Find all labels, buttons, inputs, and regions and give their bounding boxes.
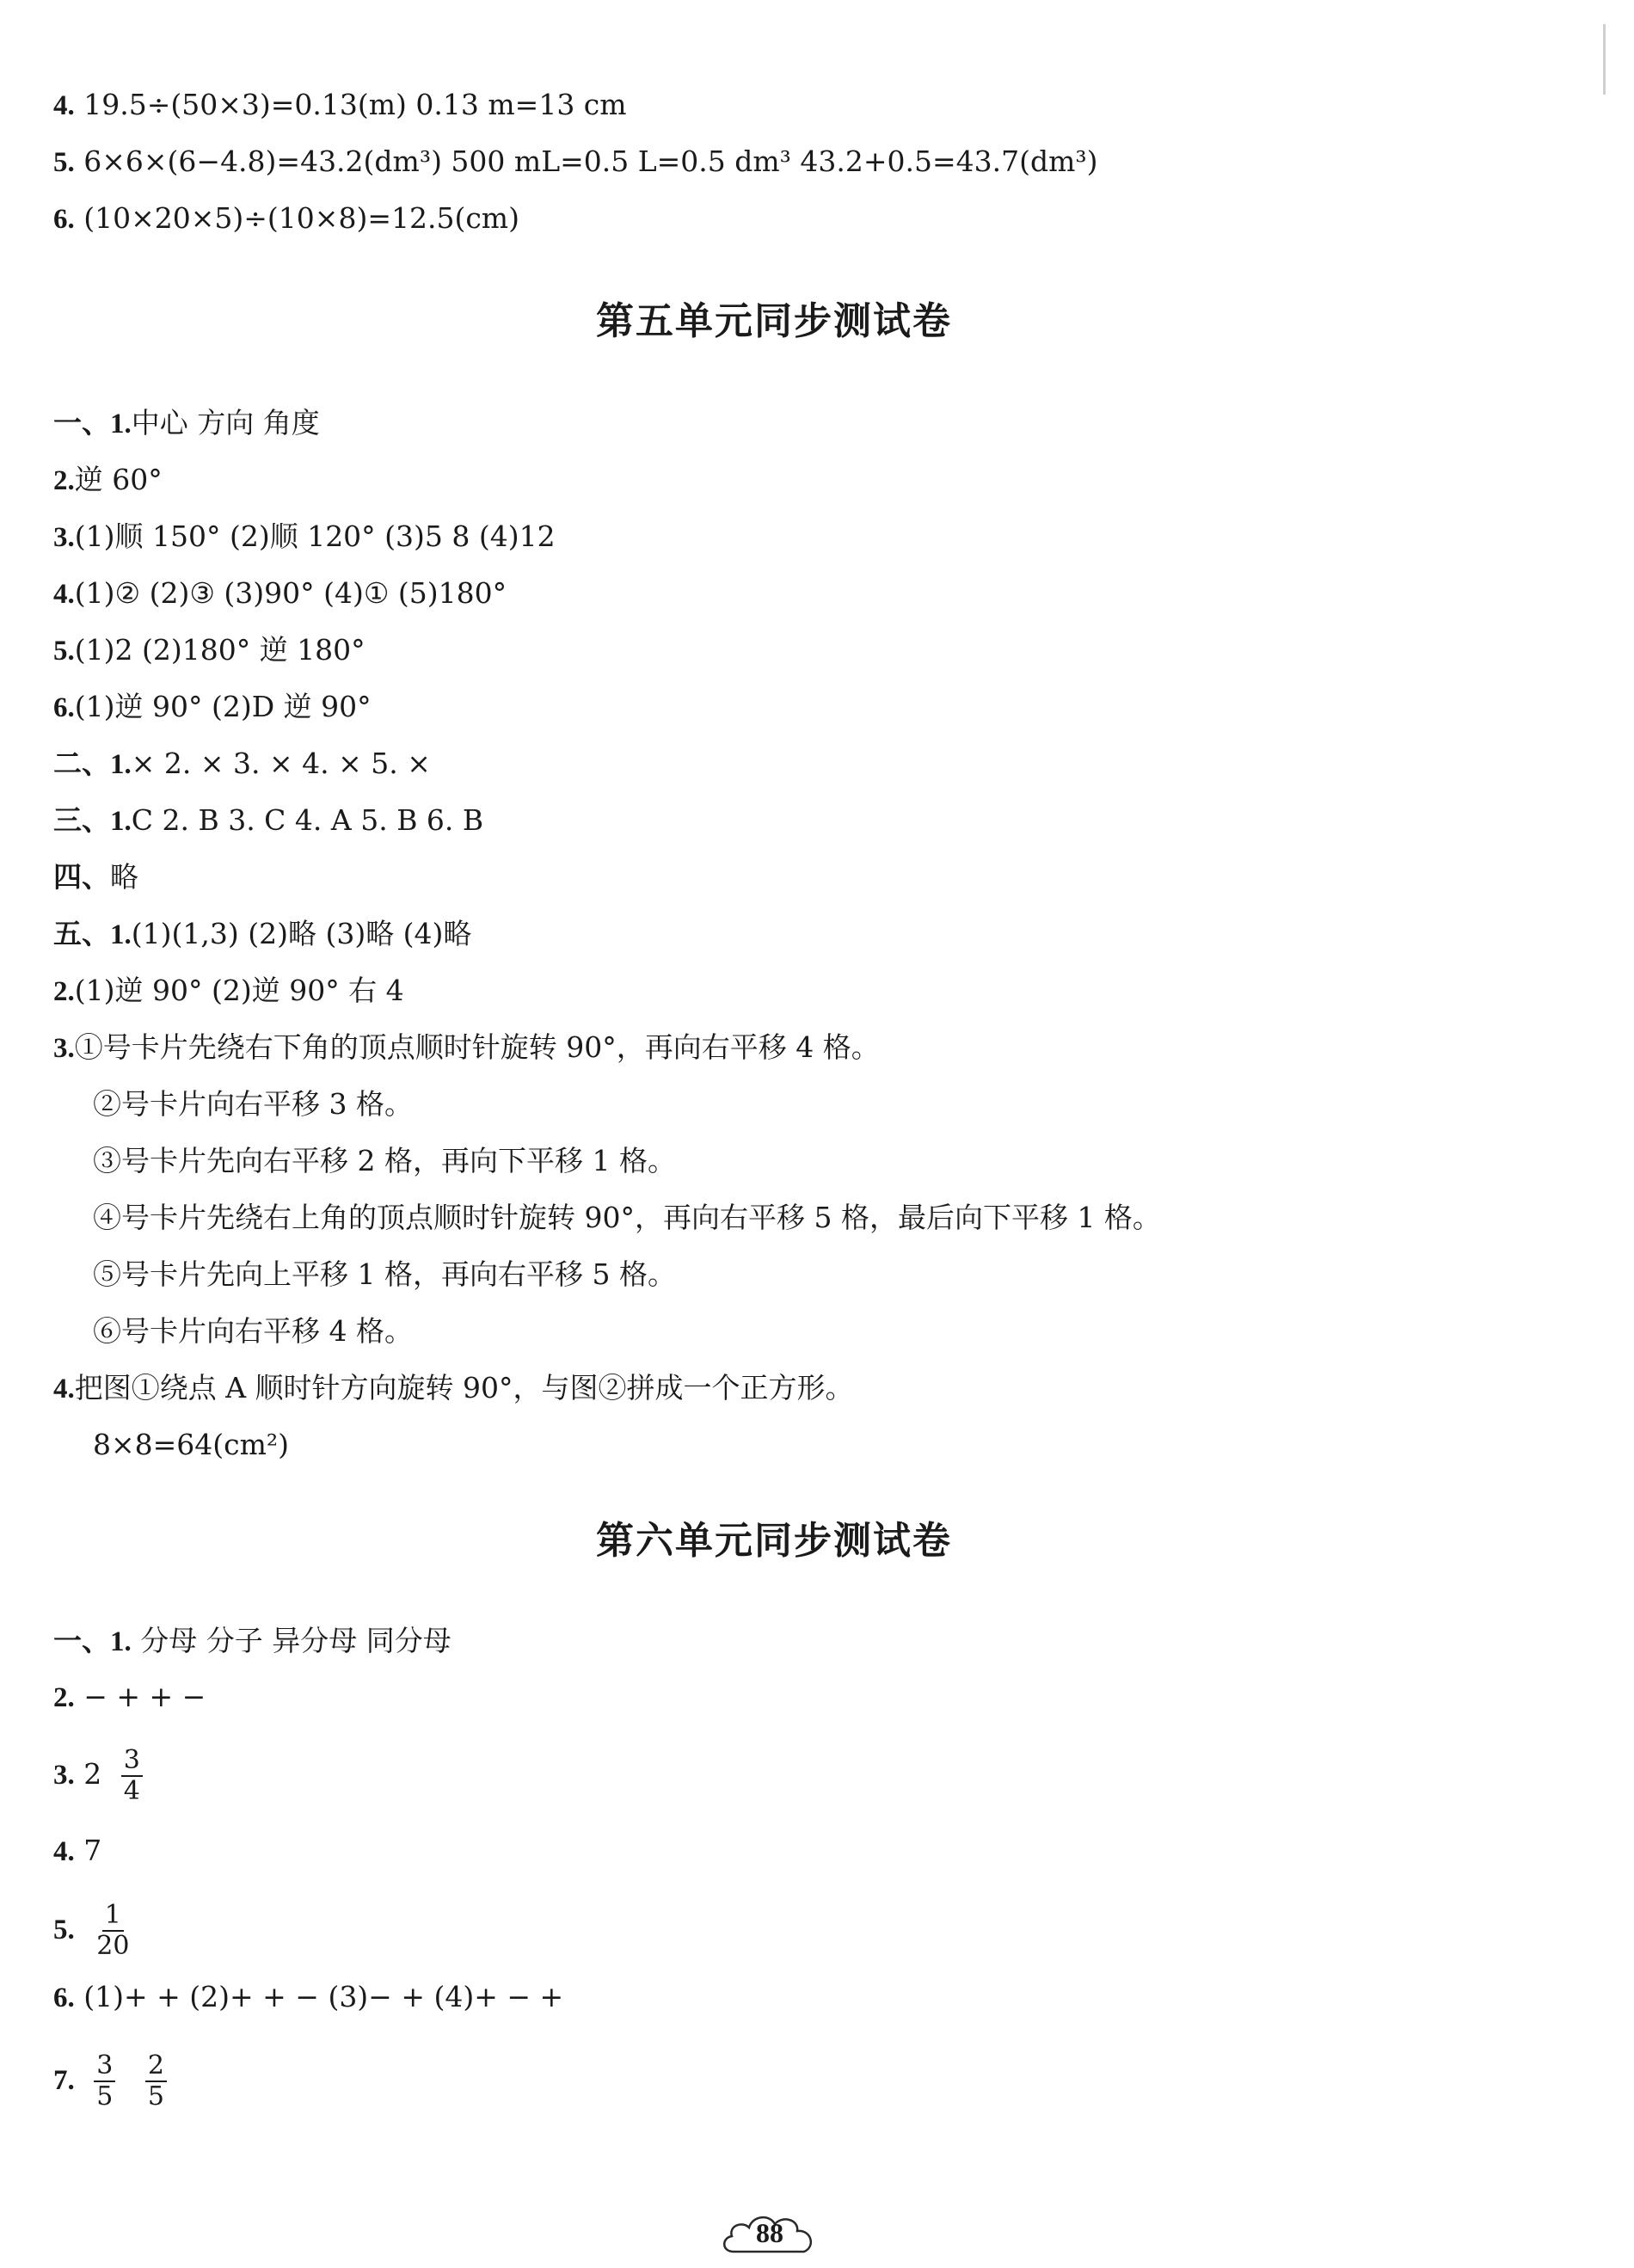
page-number: 88: [756, 2217, 783, 2248]
answer-text: 把图①绕点 A 顺时针方向旋转 90°，与图②拼成一个正方形。: [74, 1371, 854, 1404]
question-number: 5.: [53, 636, 75, 667]
answer-line: [93, 1201, 1161, 1236]
question-number: 一、1.: [53, 1626, 132, 1657]
answer-line: [53, 144, 1098, 180]
answer-line: [53, 803, 483, 839]
fraction-denominator: 20: [96, 1931, 130, 1961]
answer-line: [53, 633, 366, 668]
answer-text: 6×6×(6−4.8)=43.2(dm³) 500 mL=0.5 L=0.5 dm³ 43.2+0.5=43.7(dm³): [83, 144, 1098, 178]
question-number: 4.: [53, 579, 75, 610]
question-number: 6.: [53, 204, 75, 235]
answer-text: ④号卡片先绕右上角的顶点顺时针旋转 90°，再向右平移 5 格，最后向下平移 1 格。: [93, 1201, 1161, 1234]
answer-line: [53, 860, 138, 895]
fraction-numerator: 2: [145, 2051, 167, 2082]
question-number: 2.: [53, 1682, 75, 1713]
answer-text: 19.5÷(50×3)=0.13(m) 0.13 m=13 cm: [83, 88, 627, 121]
question-number: 2.: [53, 465, 75, 496]
answer-line: [53, 747, 431, 782]
answer-line: [53, 1834, 101, 1869]
answer-text: (1)2 (2)180° 逆 180°: [74, 633, 366, 667]
fraction: [94, 2051, 115, 2111]
fraction-numerator: 1: [102, 1901, 124, 1932]
fraction-numerator: 3: [121, 1746, 143, 1777]
question-number: 3.: [53, 1760, 75, 1791]
question-number: 三、1.: [53, 806, 132, 837]
question-number: 二、1.: [53, 749, 132, 780]
answer-text: 7: [83, 1834, 102, 1867]
answer-text: ②号卡片向右平移 3 格。: [93, 1087, 413, 1121]
answer-text: ⑥号卡片向右平移 4 格。: [93, 1314, 413, 1348]
answer-text: (1)顺 150° (2)顺 120° (3)5 8 (4)12: [74, 519, 556, 553]
answer-text: ⑤号卡片先向上平移 1 格，再向右平移 5 格。: [93, 1257, 676, 1291]
question-number: 6.: [53, 1982, 75, 2013]
answer-line: [53, 406, 320, 441]
answer-text: (1)+ + (2)+ + − (3)− + (4)+ − +: [83, 1980, 564, 2013]
question-number: 2.: [53, 976, 75, 1007]
answer-line: [53, 576, 507, 612]
answer-line: [93, 1257, 676, 1293]
question-number: 3.: [53, 522, 75, 553]
question-number: 5.: [53, 1915, 75, 1945]
answer-line: [53, 88, 627, 123]
question-number: 6.: [53, 692, 75, 723]
section-title-unit6: 第六单元同步测试卷: [596, 1519, 952, 1563]
answer-text: 中心 方向 角度: [131, 406, 320, 439]
answer-line: [53, 201, 519, 237]
answer-line: [53, 2051, 177, 2111]
answer-text: − + + −: [83, 1680, 206, 1713]
question-number: 4.: [53, 90, 75, 121]
answer-line: [53, 1371, 854, 1406]
answer-text: 逆 60°: [74, 463, 163, 496]
question-number: 4.: [53, 1836, 75, 1867]
fraction-denominator: 5: [147, 2081, 164, 2111]
answer-line: [53, 974, 404, 1009]
answer-line: [53, 1901, 142, 1961]
question-number: 4.: [53, 1374, 75, 1404]
fraction-denominator: 4: [123, 1776, 140, 1806]
question-number: 一、1.: [53, 409, 132, 439]
answer-line: [53, 1746, 153, 1806]
page-number-cloud: [718, 2209, 821, 2259]
answer-line: [53, 917, 471, 952]
answer-line: [53, 1680, 206, 1715]
answer-line: [53, 1980, 563, 2015]
answer-text: 8×8=64(cm²): [93, 1428, 290, 1461]
question-number: 3.: [53, 1033, 75, 1064]
answer-line: [53, 463, 163, 498]
fraction: [145, 2051, 167, 2111]
answer-line: [53, 690, 372, 725]
answer-text: ①号卡片先绕右下角的顶点顺时针旋转 90°，再向右平移 4 格。: [74, 1030, 880, 1064]
question-number: 7.: [53, 2065, 75, 2096]
fraction: [121, 1746, 143, 1806]
answer-line: [93, 1314, 413, 1349]
fraction-denominator: 5: [96, 2081, 114, 2111]
answer-line: [93, 1428, 289, 1463]
answer-line: [93, 1087, 413, 1122]
answer-text: (10×20×5)÷(10×8)=12.5(cm): [83, 201, 519, 235]
answer-text: (1)逆 90° (2)逆 90° 右 4: [74, 974, 404, 1007]
answer-text: 略: [110, 860, 138, 894]
section-title-unit5: 第五单元同步测试卷: [596, 299, 952, 343]
question-number: 五、1.: [53, 919, 132, 950]
fraction-numerator: 3: [94, 2051, 115, 2082]
answer-text: ③号卡片先向右平移 2 格，再向下平移 1 格。: [93, 1144, 676, 1177]
answer-line: [53, 519, 556, 555]
question-number: 5.: [53, 147, 75, 178]
question-number: 四、: [53, 863, 110, 894]
answer-text: 2: [83, 1757, 102, 1791]
answer-text: C 2. B 3. C 4. A 5. B 6. B: [131, 803, 484, 837]
answer-line: [53, 1624, 452, 1659]
answer-text: 分母 分子 异分母 同分母: [140, 1624, 452, 1657]
answer-text: × 2. × 3. × 4. × 5. ×: [131, 747, 431, 780]
answer-line: [93, 1144, 676, 1179]
scan-edge-mark: [1603, 24, 1606, 95]
answer-text: (1)② (2)③ (3)90° (4)① (5)180°: [74, 576, 507, 610]
answer-line: [53, 1030, 880, 1066]
answer-text: (1)逆 90° (2)D 逆 90°: [74, 690, 372, 723]
fraction: [94, 1901, 132, 1961]
answer-text: (1)(1,3) (2)略 (3)略 (4)略: [131, 917, 472, 950]
